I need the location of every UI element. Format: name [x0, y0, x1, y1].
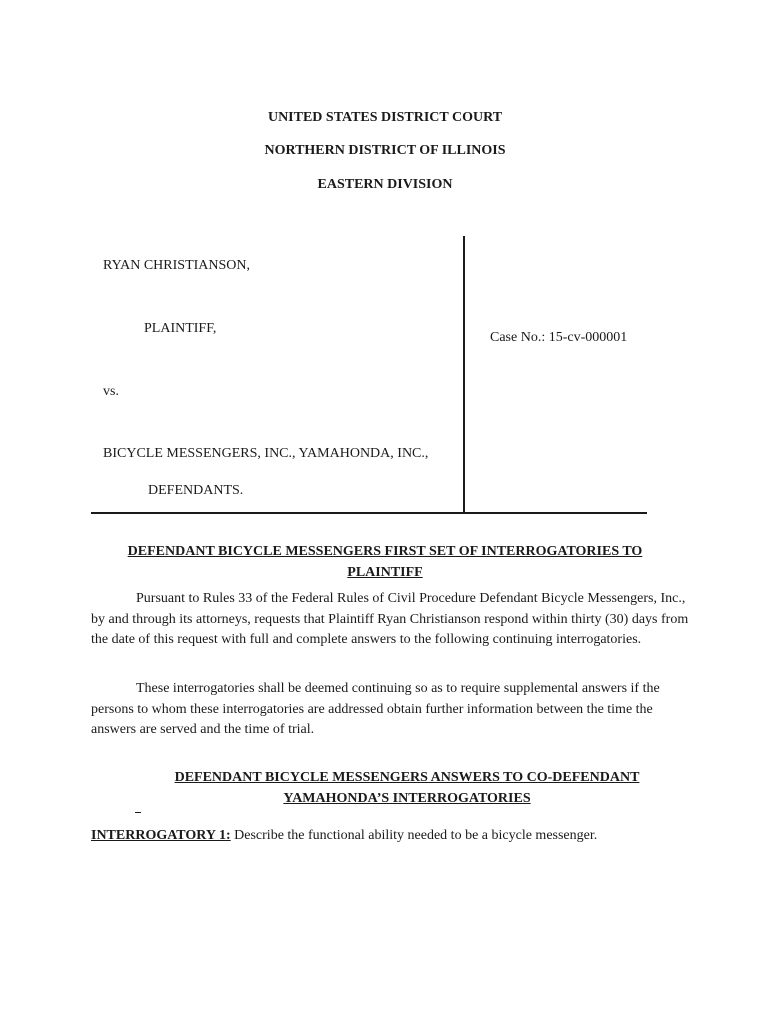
plaintiff-name: RYAN CHRISTIANSON,	[103, 258, 251, 273]
court-division: EASTERN DIVISION	[317, 177, 453, 192]
section2-heading	[140, 767, 674, 809]
caption-divider-vertical	[463, 236, 465, 514]
section2-heading-line2: YAMAHONDA’S INTERROGATORIES	[283, 791, 531, 806]
interrogatory-1-label: INTERROGATORY 1:	[91, 828, 231, 843]
stray-mark	[135, 812, 141, 813]
plaintiff-role: PLAINTIFF,	[144, 321, 217, 336]
paragraph-rules: Pursuant to Rules 33 of the Federal Rules of Civil Procedure Defendant Bicycle Messengers, Inc., by and through its attorneys, requests that Plaintiff Ryan Christianson respond within thirty (30) days from the date of this request with full and complete answers to the following continuing interrogatories.	[91, 591, 689, 647]
caption-divider-horizontal	[91, 512, 647, 514]
court-name: UNITED STATES DISTRICT COURT	[267, 110, 503, 125]
defendants-role: DEFENDANTS.	[148, 483, 244, 498]
section1-heading-line2: PLAINTIFF	[347, 565, 423, 580]
interrogatory-1-text: Describe the functional ability needed to be a bicycle messenger.	[230, 828, 598, 843]
versus-label: vs.	[103, 384, 119, 399]
section2-heading-line1: DEFENDANT BICYCLE MESSENGERS ANSWERS TO CO-DEFENDANT	[174, 770, 640, 785]
defendants-names: BICYCLE MESSENGERS, INC., YAMAHONDA, INC.,	[103, 446, 429, 461]
section1-heading-line1: DEFENDANT BICYCLE MESSENGERS FIRST SET OF INTERROGATORIES TO	[127, 544, 643, 559]
court-district: NORTHERN DISTRICT OF ILLINOIS	[264, 143, 506, 158]
paragraph-continuing: These interrogatories shall be deemed continuing so as to require supplemental answers if the persons to whom these interrogatories are addressed obtain further information between the time the answers are served and the time of trial.	[91, 681, 660, 737]
section1-heading	[91, 541, 679, 583]
case-number: Case No.: 15-cv-000001	[490, 330, 628, 345]
interrogatory-1	[91, 828, 597, 844]
